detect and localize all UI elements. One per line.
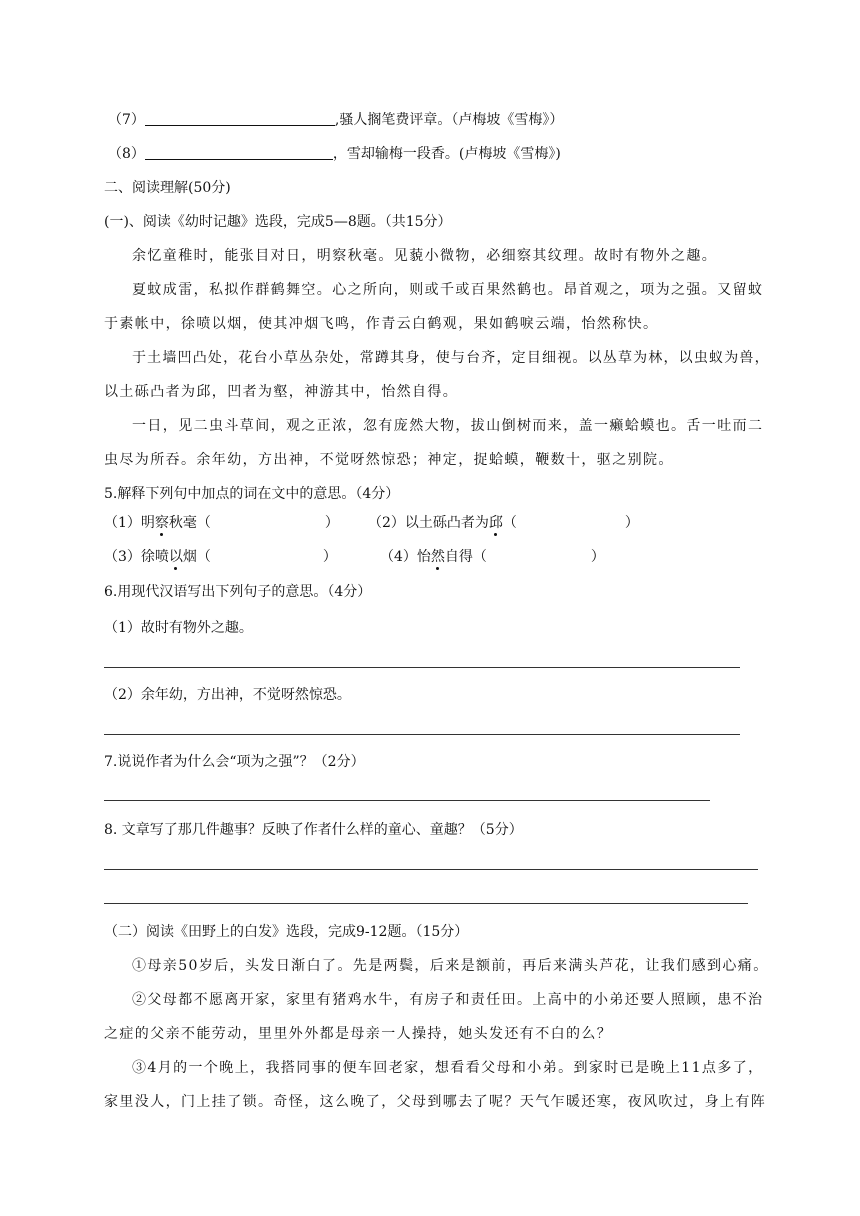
passage-line: ②父母都不愿离开家，家里有猪鸡水牛，有房子和责任田。上高中的小弟还要人照顾，患不治 bbox=[132, 992, 764, 1008]
passage-line: 虫尽为所吞。余年幼，方出神，不觉呀然惊恐；神定，捉蛤蟆，鞭数十，驱之别院。 bbox=[104, 452, 674, 468]
dotted-word: 以 bbox=[168, 549, 183, 565]
passage-line: ③4月的一个晚上，我搭同事的便车回老家，想看看父母和小弟。到家时已是晚上11点多了， bbox=[132, 1060, 764, 1076]
item-text: ，雪却输梅一段香。(卢梅坡《雪梅》) bbox=[332, 146, 561, 162]
answer-line[interactable] bbox=[104, 869, 758, 870]
dotted-word: 然 bbox=[430, 549, 445, 565]
q6-item-1: （1）故时有物外之趣。 bbox=[104, 620, 253, 636]
passage-line: 于土墙凹凸处，花台小草丛杂处，常蹲其身，使与台齐，定目细视。以丛草为林，以虫蚁为兽， bbox=[132, 350, 770, 366]
q5-item-3: （3）徐喷以烟（ ） bbox=[104, 549, 337, 565]
passage-line: 以土砾凸者为邱，凹者为壑，神游其中，怡然自得。 bbox=[104, 384, 459, 400]
section-title: 二、阅读理解(50分) bbox=[104, 180, 231, 196]
answer-line[interactable] bbox=[104, 800, 710, 801]
answer-blank[interactable] bbox=[145, 145, 333, 160]
answer-line[interactable] bbox=[104, 903, 748, 904]
question-6: 6.用现代汉语写出下列句子的意思。（4分） bbox=[104, 584, 372, 600]
item-text: ,骚人搁笔费评章。（卢梅坡《雪梅》） bbox=[334, 112, 564, 128]
part2-title: （二）阅读《田野上的白发》选段，完成9-12题。（15分） bbox=[104, 924, 469, 940]
fill-item-8 bbox=[108, 144, 561, 164]
q5-item-2: （2）以土砾凸者为邱（ ） bbox=[368, 515, 639, 531]
dotted-word: 察 bbox=[154, 515, 169, 531]
passage-line: 一日，见二虫斗草间，观之正浓，忽有庞然大物，拔山倒树而来，盖一癞蛤蟆也。舌一吐而二 bbox=[132, 418, 764, 434]
passage-line: 家里没人，门上挂了锁。奇怪，这么晚了，父母到哪去了呢？天气乍暖还寒，夜风吹过，身上有阵 bbox=[104, 1094, 767, 1110]
dotted-word: 邱 bbox=[488, 515, 503, 531]
q6-item-2: （2）余年幼，方出神，不觉呀然惊恐。 bbox=[104, 687, 351, 703]
passage-line: 于素帐中，徐喷以烟，使其冲烟飞鸣，作青云白鹤观，果如鹤唳云端，怡然称快。 bbox=[104, 316, 659, 332]
question-7: 7.说说作者为什么会“项为之强”？（2分） bbox=[104, 754, 365, 770]
item-number: （7） bbox=[108, 112, 145, 128]
q5-item-4: （4）怡然自得（ ） bbox=[380, 549, 605, 565]
fill-item-7 bbox=[108, 110, 563, 130]
answer-line[interactable] bbox=[104, 667, 740, 668]
answer-blank[interactable] bbox=[145, 111, 335, 126]
question-5: 5.解释下列句中加点的词在文中的意思。（4分） bbox=[104, 486, 400, 502]
passage-line: 夏蚊成雷，私拟作群鹤舞空。心之所向，则或千或百果然鹤也。昂首观之，项为之强。又留蚊 bbox=[132, 282, 764, 298]
answer-line[interactable] bbox=[104, 734, 740, 735]
passage-line: 余忆童稚时，能张目对日，明察秋毫。见藐小微物，必细察其纹理。故时有物外之趣。 bbox=[132, 248, 718, 264]
part1-title: (一)、阅读《幼时记趣》选段，完成5—8题。（共15分） bbox=[104, 214, 452, 230]
passage-line: ①母亲50岁后，头发日渐白了。先是两鬓，后来是额前，再后来满头芦花，让我们感到心痛。 bbox=[132, 958, 769, 974]
item-number: （8） bbox=[108, 146, 145, 162]
question-8: 8. 文章写了那几件趣事？反映了作者什么样的童心、童趣？（5分） bbox=[104, 822, 523, 838]
q5-item-1: （1）明察秋毫（ ） bbox=[104, 515, 339, 531]
passage-line: 之症的父亲不能劳动，里里外外都是母亲一人操持，她头发还有不白的么？ bbox=[104, 1026, 613, 1042]
